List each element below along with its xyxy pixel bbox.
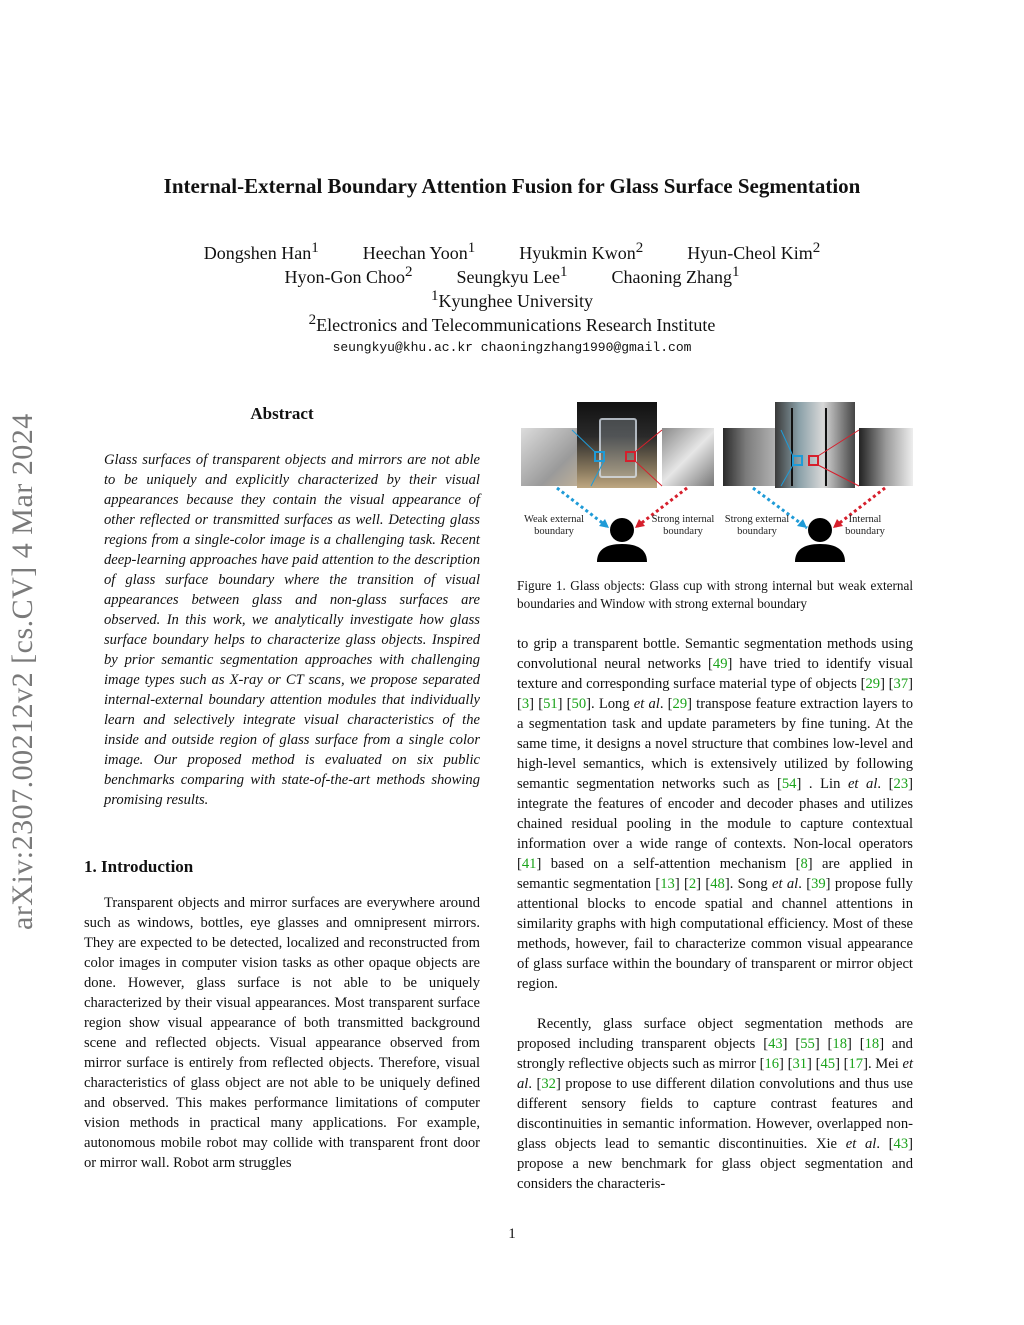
- intro-heading: 1. Introduction: [84, 857, 194, 876]
- citation-link[interactable]: 18: [832, 1036, 848, 1052]
- author-line-2: [0, 264, 1024, 288]
- label-strong-internal: Strong internal boundary: [651, 514, 715, 537]
- affiliation-2: [0, 312, 1024, 336]
- author-name: Hyun-Cheol Kim$^2$: [687, 240, 821, 263]
- italic-text: et al: [517, 1056, 914, 1092]
- author-name: Seungkyu Lee$^1$: [456, 264, 568, 287]
- abstract-text: Glass surfaces of transparent objects and mirrors are not able to be uniquely and explicitly characterized by their visual appearances because they contain the visual appearance of other reflected or transmitted surfaces as well. Detecting glass regions from a single-color image is a challenging task. Recent deep-learning approaches have paid attention to the description of glass surface boundary where the transition of visual appearances between glass and non-glass surfaces are observed. In this work, we analytically investigate how glass surface boundary helps to characterize glass objects. Inspired by prior semantic segmentation approaches with challenging image types such as X-ray or CT scans, we propose separated internal-external boundary attention modules that individually learn and selectively integrate visual characteristics of the inside and outside region of glass surface from a single color image. Our proposed method is evaluated on six public benchmarks comparing with state-of-the-art methods showing promising results.: [104, 452, 480, 808]
- author-line-1: [0, 240, 1024, 264]
- citation-link[interactable]: 50: [571, 696, 587, 712]
- figure-overlay: [517, 402, 917, 572]
- citation-link[interactable]: 13: [660, 876, 675, 892]
- author-affiliation-sup: 1: [560, 264, 568, 280]
- intro-paragraph-1: Transparent objects and mirror surfaces are everywhere around such as windows, bottles, eye glasses and omnipresent mirrors. They are expected to be detected, localized and reconstructed from color images in computer vision tasks as other opaque objects are done. However, glass surface is not able to be uniquely characterized by their visual appearances. Most transparent surface region show visual appearance of both transmitted background scene and reflected objects. Visual appearance observed from mirror surface is entirely from reflected objects. Therefore, visual characteristics of glass object are not able to be uniquely defined and observed. This makes performance limitations of computer vision methods in practical many applications. For example, autonomous mobile robot may collide with transparent front door or mirror wall. Robot arm struggles: [84, 895, 480, 1171]
- author-name: Hyon-Gon Choo$^2$: [284, 264, 413, 287]
- citation-link[interactable]: 43: [768, 1036, 783, 1052]
- citation-link[interactable]: 37: [893, 676, 909, 692]
- citation-link[interactable]: 41: [521, 856, 537, 872]
- affiliation-sup: 1: [431, 288, 439, 304]
- affiliation-name: Electronics and Telecommunications Research Institute: [316, 315, 716, 335]
- author-name: Dongshen Han$^1$: [203, 240, 319, 263]
- connector-line: [635, 461, 662, 486]
- citation-link[interactable]: 55: [800, 1036, 815, 1052]
- author-affiliation-sup: 1: [731, 264, 740, 280]
- author-affiliation-sup: 2: [635, 240, 644, 256]
- affiliation-1: [0, 288, 1024, 312]
- citation-link[interactable]: 2: [688, 876, 697, 892]
- connector-line: [818, 430, 859, 456]
- figure-1: [517, 402, 917, 572]
- citation-link[interactable]: 29: [672, 696, 688, 712]
- author-name: Hyukmin Kwon$^2$: [519, 240, 644, 263]
- right-paragraph-2: Recently, glass surface object segmentation methods are proposed including transparent objects [43] [55] [18] [18] and strongly reflective objects such as mirror [16] [31] [45] [17]. Mei et al. [32] propose to use different dilation convolutions and thus use different sensory fields to capture contrast features and discontinuities in semantic information. However, overlapped non-glass objects lead to semantic discontinuities. Xie et al. [43] propose a new benchmark for glass object segmentation and considers the characteris-: [517, 1016, 914, 1192]
- label-internal: Internal boundary: [845, 514, 885, 537]
- citation-link[interactable]: 8: [800, 856, 808, 872]
- connector-line: [781, 465, 793, 486]
- author-affiliation-sup: 2: [405, 264, 413, 280]
- citation-link[interactable]: 48: [710, 876, 725, 892]
- citation-link[interactable]: 16: [764, 1056, 780, 1072]
- connector-line: [635, 430, 662, 452]
- author-affiliation-sup: 2: [812, 240, 821, 256]
- citation-link[interactable]: 23: [893, 776, 909, 792]
- citation-link[interactable]: 49: [712, 656, 728, 672]
- red-box: [809, 456, 818, 465]
- author-affiliation-sup: 1: [311, 240, 319, 256]
- paper-title: Internal-External Boundary Attention Fusion for Glass Surface Segmentation: [163, 174, 861, 198]
- italic-text: et al: [772, 876, 799, 892]
- citation-link[interactable]: 32: [541, 1076, 556, 1092]
- affiliation-name: Kyunghee University: [438, 291, 593, 311]
- citation-link[interactable]: 29: [865, 676, 881, 692]
- citation-link[interactable]: 51: [543, 696, 558, 712]
- arxiv-identifier: arXiv:2307.00212v2 [cs.CV] 4 Mar 2024: [6, 413, 39, 930]
- italic-text: et al: [845, 1136, 877, 1152]
- author-affiliation-sup: 1: [467, 240, 476, 256]
- citation-link[interactable]: 45: [820, 1056, 836, 1072]
- connector-line: [591, 461, 604, 486]
- author-emails: seungkyu@khu.ac.kr chaoningzhang1990@gmail.com: [332, 340, 692, 355]
- label-strong-external: Strong external boundary: [724, 514, 790, 537]
- affiliation-sup: 2: [308, 312, 317, 328]
- right-paragraph-1: to grip a transparent bottle. Semantic segmentation methods using convolutional neural networks [49] have tried to identify visual texture and corresponding surface material type of objects [29] [37] [3] [51] [50]. Long et al. [29] transpose feature extraction layers to a segmentation task and update parameters by fine tuning. At the same time, it designs a novel structure that combines low-level and high-level semantics, which is extensively utilized by following semantic segmentation networks such as [54] . Lin et al. [23] integrate the features of encoder and decoder phases and utilizes chained residual pooling in the module to capture contextual information over a wide range of contexts. Non-local operators [41] based on a self-attention mechanism [8] are applied in semantic segmentation [13] [2] [48]. Song et al. [39] propose fully attentional blocks to encode spatial and channel attentions in similarity graphs with high computational efficiency. Most of these methods, however, fail to characterize common visual appearance of glass surface within the boundary of transparent or mirror object region.: [517, 636, 913, 992]
- citation-link[interactable]: 3: [521, 696, 530, 712]
- citation-link[interactable]: 39: [811, 876, 826, 892]
- citation-link[interactable]: 18: [864, 1036, 880, 1052]
- connector-line: [781, 430, 793, 456]
- connector-line: [572, 430, 595, 452]
- author-name: Heechan Yoon$^1$: [362, 240, 476, 263]
- label-weak-external: Weak external boundary: [523, 514, 585, 537]
- citation-link[interactable]: 43: [893, 1136, 909, 1152]
- blue-box: [793, 456, 802, 465]
- citation-link[interactable]: 31: [792, 1056, 808, 1072]
- abstract-heading: Abstract: [250, 404, 314, 423]
- page-number: 1: [508, 1226, 516, 1242]
- author-name: Chaoning Zhang$^1$: [611, 264, 740, 287]
- italic-text: et al: [633, 696, 660, 712]
- italic-text: et al: [847, 776, 878, 792]
- blue-box: [595, 452, 604, 461]
- red-box: [626, 452, 635, 461]
- connector-line: [818, 465, 859, 486]
- figure-1-caption: Figure 1. Glass objects: Glass cup with strong internal but weak external boundaries and Window with strong external boundary: [517, 578, 913, 611]
- citation-link[interactable]: 17: [848, 1056, 864, 1072]
- citation-link[interactable]: 54: [781, 776, 797, 792]
